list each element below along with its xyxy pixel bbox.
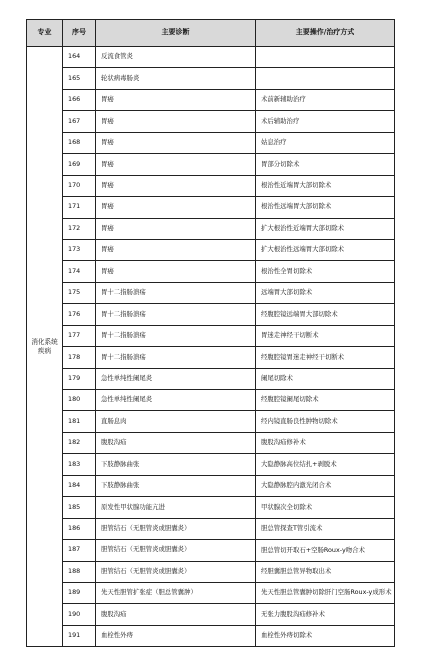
specialty-cell: 消化系统疾病 [27, 47, 63, 647]
diagnosis-cell: 胃癌 [96, 132, 256, 153]
diagnosis-cell: 先天性胆管扩张症（胆总管囊肿） [96, 582, 256, 603]
row-number: 186 [63, 518, 96, 539]
table-row [27, 175, 395, 196]
table-row [27, 497, 395, 518]
row-number: 189 [63, 582, 96, 603]
diagnosis-cell: 胃癌 [96, 197, 256, 218]
table-row [27, 261, 395, 282]
row-number: 175 [63, 282, 96, 303]
row-number: 181 [63, 411, 96, 432]
procedure-cell: 血栓性外痔切除术 [256, 625, 395, 646]
row-number: 185 [63, 497, 96, 518]
row-number: 170 [63, 175, 96, 196]
table-row [27, 582, 395, 603]
diagnosis-cell: 急性单纯性阑尾炎 [96, 390, 256, 411]
row-number: 187 [63, 540, 96, 561]
procedure-cell: 甲状腺次全切除术 [256, 497, 395, 518]
procedure-cell: 无张力腹股沟疝修补术 [256, 604, 395, 625]
procedure-cell: 姑息治疗 [256, 132, 395, 153]
table-row [27, 368, 395, 389]
table-row [27, 197, 395, 218]
procedure-cell: 经腹腔镜阑尾切除术 [256, 390, 395, 411]
row-number: 184 [63, 475, 96, 496]
table-row [27, 132, 395, 153]
table-row [27, 432, 395, 453]
procedure-cell: 胃部分切除术 [256, 154, 395, 175]
procedure-cell: 腹股沟疝修补术 [256, 432, 395, 453]
diagnosis-cell: 胃十二指肠溃疡 [96, 282, 256, 303]
table-row [27, 625, 395, 646]
row-number: 190 [63, 604, 96, 625]
procedure-cell: 胆总管探查T管引流术 [256, 518, 395, 539]
diagnosis-cell: 腹股沟疝 [96, 604, 256, 625]
diagnosis-cell: 胃十二指肠溃疡 [96, 347, 256, 368]
diagnosis-cell: 血栓性外痔 [96, 625, 256, 646]
procedure-cell: 扩大根治性远端胃大部切除术 [256, 239, 395, 260]
procedure-cell: 胃迷走神经干切断术 [256, 325, 395, 346]
row-number: 183 [63, 454, 96, 475]
procedure-cell: 大隐静脉腔内激光闭合术 [256, 475, 395, 496]
row-number: 173 [63, 239, 96, 260]
row-number: 169 [63, 154, 96, 175]
procedure-cell: 根治性全胃切除术 [256, 261, 395, 282]
table-row [27, 411, 395, 432]
row-number: 176 [63, 304, 96, 325]
row-number: 166 [63, 89, 96, 110]
header-diagnosis: 主要诊断 [96, 20, 256, 47]
procedure-cell: 术前新辅助治疗 [256, 89, 395, 110]
table-row [27, 561, 395, 582]
diagnosis-cell: 胃癌 [96, 111, 256, 132]
procedure-cell: 远端胃大部切除术 [256, 282, 395, 303]
row-number: 179 [63, 368, 96, 389]
procedure-cell: 经腹腔镜远端胃大部切除术 [256, 304, 395, 325]
procedure-cell: 大隐静脉高位结扎+剥脱术 [256, 454, 395, 475]
table-row [27, 325, 395, 346]
header-procedure: 主要操作/治疗方式 [256, 20, 395, 47]
procedure-cell: 先天性胆总管囊肿切除肝门空肠Roux-y成形术 [256, 582, 395, 603]
table-row [27, 89, 395, 110]
diagnosis-cell: 胃癌 [96, 218, 256, 239]
diagnosis-cell: 腹股沟疝 [96, 432, 256, 453]
row-number: 165 [63, 68, 96, 89]
row-number: 164 [63, 47, 96, 68]
row-number: 180 [63, 390, 96, 411]
table-row [27, 454, 395, 475]
procedure-cell: 经内镜直肠良性肿物切除术 [256, 411, 395, 432]
table-row [27, 218, 395, 239]
table-row [27, 282, 395, 303]
row-number: 168 [63, 132, 96, 153]
diagnosis-cell: 直肠息肉 [96, 411, 256, 432]
diagnosis-cell: 胃十二指肠溃疡 [96, 304, 256, 325]
procedure-cell: 阑尾切除术 [256, 368, 395, 389]
diagnosis-cell: 胃癌 [96, 175, 256, 196]
row-number: 188 [63, 561, 96, 582]
diagnosis-cell: 胃癌 [96, 239, 256, 260]
table-row [27, 154, 395, 175]
table-row [27, 390, 395, 411]
procedure-cell: 胆总管切开取石+空肠Roux-y吻合术 [256, 540, 395, 561]
table-row [27, 347, 395, 368]
table-row [27, 540, 395, 561]
table-row [27, 47, 395, 68]
row-number: 191 [63, 625, 96, 646]
procedure-cell [256, 47, 395, 68]
row-number: 172 [63, 218, 96, 239]
diagnosis-cell: 下肢静脉曲张 [96, 475, 256, 496]
table-row [27, 111, 395, 132]
diagnosis-cell: 下肢静脉曲张 [96, 454, 256, 475]
header-specialty: 专业 [27, 20, 63, 47]
row-number: 174 [63, 261, 96, 282]
procedure-cell: 扩大根治性近端胃大部切除术 [256, 218, 395, 239]
procedure-cell [256, 68, 395, 89]
table-row [27, 68, 395, 89]
procedure-cell: 经胆囊胆总管异物取出术 [256, 561, 395, 582]
row-number: 182 [63, 432, 96, 453]
diagnosis-cell: 胆管结石（无胆管炎或胆囊炎） [96, 518, 256, 539]
table-row [27, 604, 395, 625]
table-row [27, 518, 395, 539]
table-row [27, 239, 395, 260]
diagnosis-cell: 胆管结石（无胆管炎或胆囊炎） [96, 540, 256, 561]
diagnosis-cell: 胃癌 [96, 261, 256, 282]
row-number: 171 [63, 197, 96, 218]
diagnosis-cell: 急性单纯性阑尾炎 [96, 368, 256, 389]
header-row [27, 20, 395, 47]
row-number: 178 [63, 347, 96, 368]
row-number: 177 [63, 325, 96, 346]
procedure-cell: 经腹腔镜胃迷走神经干切断术 [256, 347, 395, 368]
procedure-cell: 根治性近端胃大部切除术 [256, 175, 395, 196]
diagnosis-cell: 胆管结石（无胆管炎或胆囊炎） [96, 561, 256, 582]
procedure-cell: 根治性远端胃大部切除术 [256, 197, 395, 218]
table-row [27, 475, 395, 496]
diagnosis-cell: 反流食管炎 [96, 47, 256, 68]
diagnosis-cell: 胃癌 [96, 89, 256, 110]
table-row [27, 304, 395, 325]
header-number: 序号 [63, 20, 96, 47]
diagnosis-cell: 轮状病毒肠炎 [96, 68, 256, 89]
diagnosis-cell: 胃癌 [96, 154, 256, 175]
procedure-cell: 术后辅助治疗 [256, 111, 395, 132]
row-number: 167 [63, 111, 96, 132]
diagnosis-cell: 原发性甲状腺功能亢进 [96, 497, 256, 518]
diagnosis-table [26, 19, 395, 647]
diagnosis-cell: 胃十二指肠溃疡 [96, 325, 256, 346]
